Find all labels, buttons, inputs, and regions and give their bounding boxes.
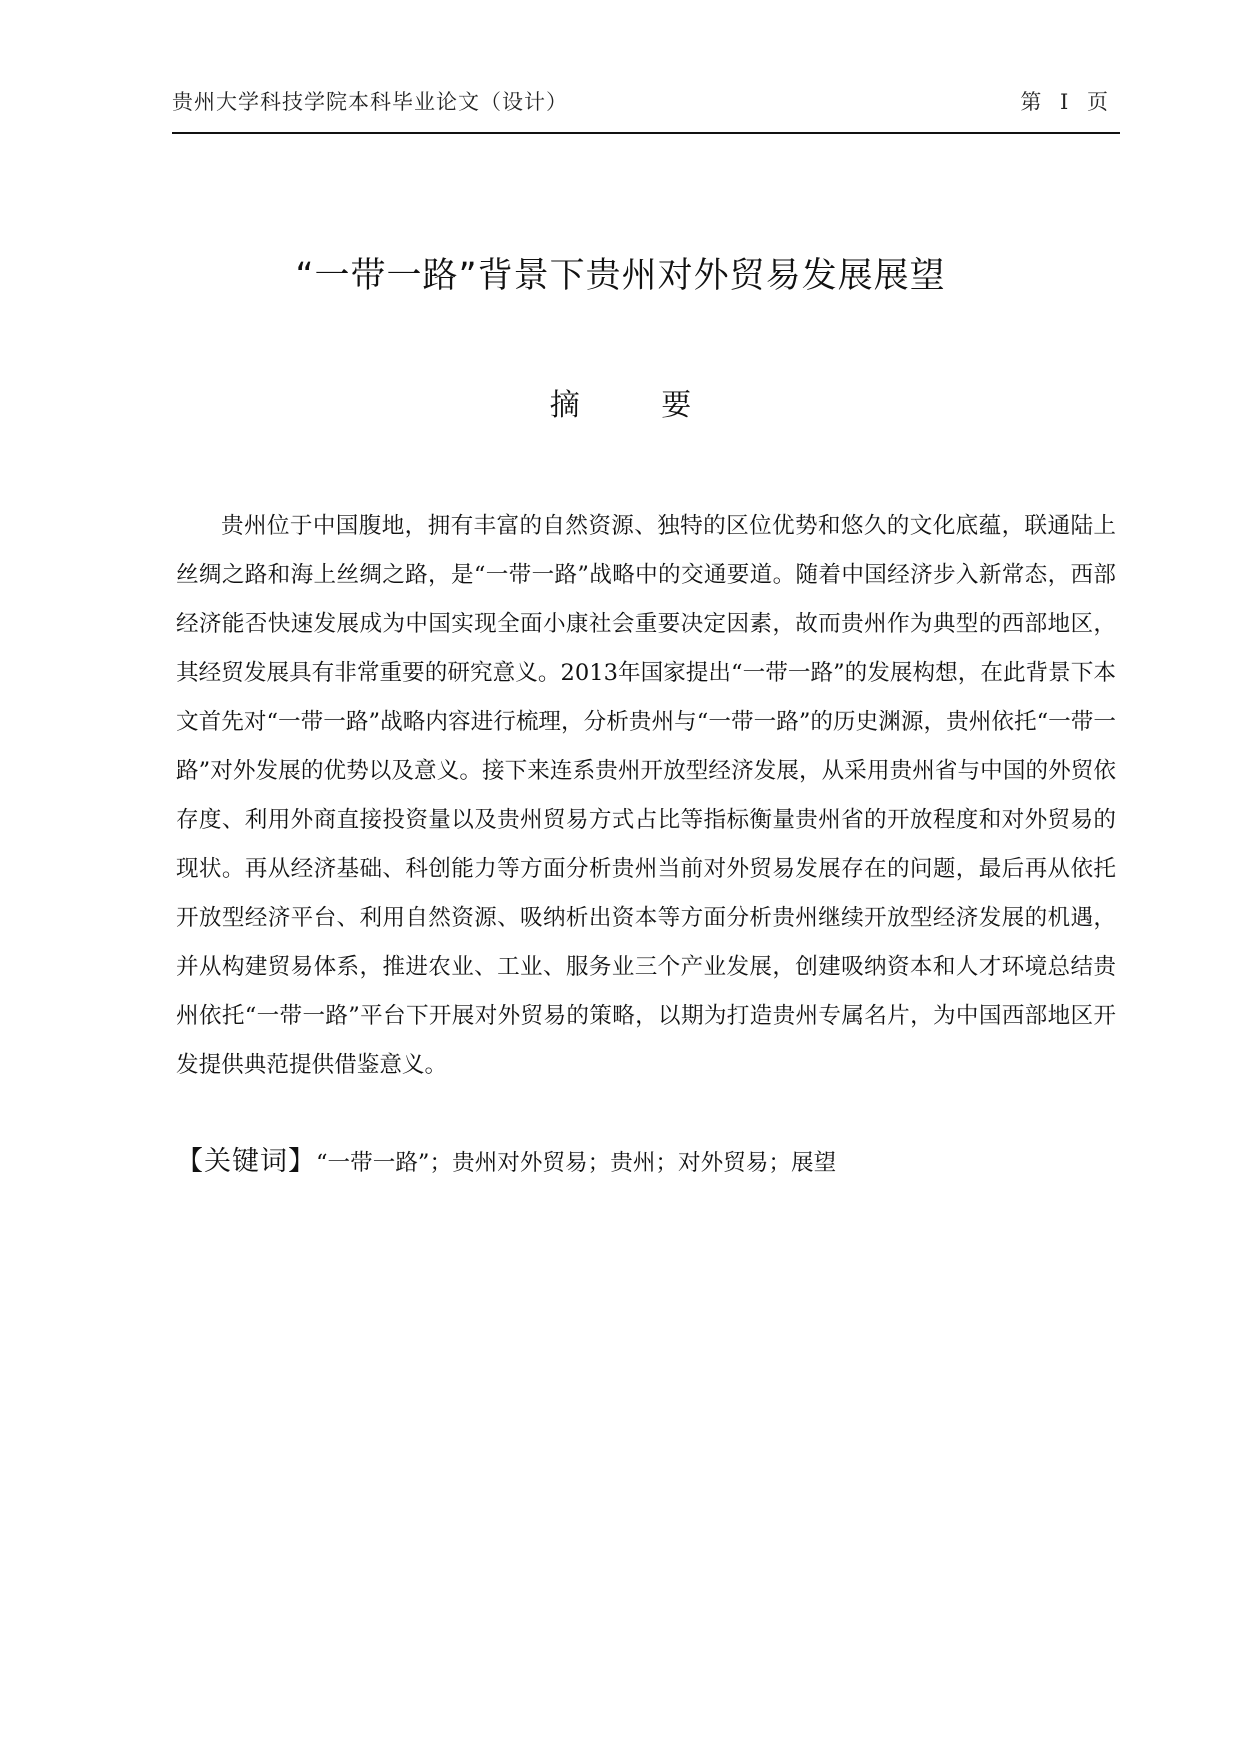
keywords-line [176,1142,1116,1183]
page-header [172,86,1120,116]
abstract-body: 贵州位于中国腹地，拥有丰富的自然资源、独特的区位优势和悠久的文化底蕴，联通陆上丝绸之路和海上丝绸之路，是“一带一路”战略中的交通要道。随着中国经济步入新常态，西部经济能否快速发展成为中国实现全面小康社会重要决定因素，故而贵州作为典型的西部地区，其经贸发展具有非常重要的研究意义。2013年国家提出“一带一路”的发展构想，在此背景下本文首先对“一带一路”战略内容进行梳理，分析贵州与“一带一路”的历史渊源，贵州依托“一带一路”对外发展的优势以及意义。接下来连系贵州开放型经济发展，从采用贵州省与中国的外贸依存度、利用外商直接投资量以及贵州贸易方式占比等指标衡量贵州省的开放程度和对外贸易的现状。再从经济基础、科创能力等方面分析贵州当前对外贸易发展存在的问题，最后再从依托开放型经济平台、利用自然资源、吸纳析出资本等方面分析贵州继续开放型经济发展的机遇，并从构建贸易体系，推进农业、工业、服务业三个产业发展，创建吸纳资本和人才环境总结贵州依托“一带一路”平台下开展对外贸易的策略，以期为打造贵州专属名片，为中国西部地区开发提供典范提供借鉴意义。 [176,513,1116,1078]
header-divider [172,132,1120,134]
thesis-title: “一带一路”背景下贵州对外贸易发展展望 [295,256,946,296]
keywords-list: “一带一路”；贵州对外贸易；贵州；对外贸易；展望 [316,1150,837,1176]
page-number: 第 I 页 [1020,90,1114,114]
running-header-title: 贵州大学科技学院本科毕业论文（设计） [172,90,568,114]
keywords-label: 【关键词】 [176,1146,316,1177]
abstract-heading: 摘 要 [549,388,728,423]
